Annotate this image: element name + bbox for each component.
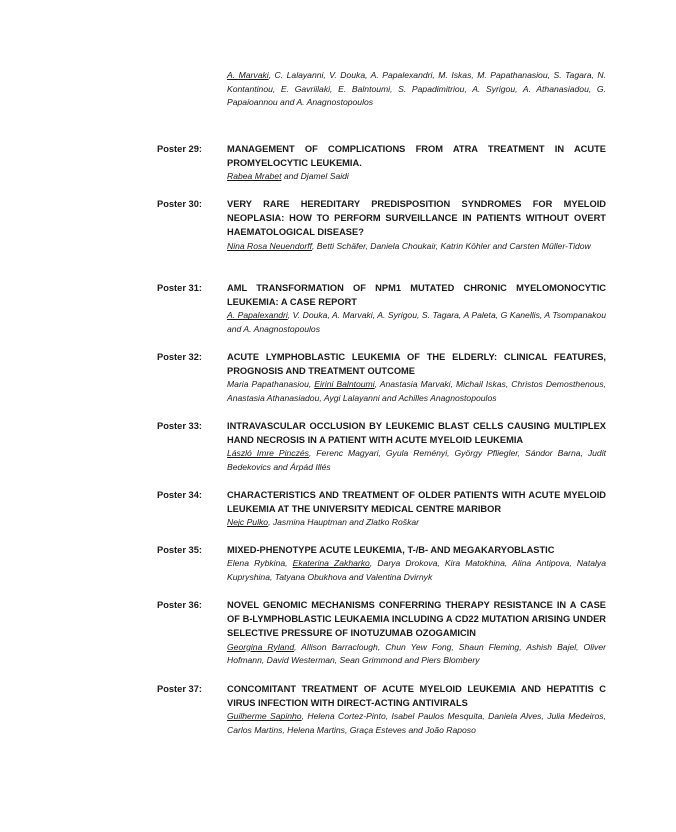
presenting-author: A. Marvaki [227,70,269,80]
presenting-author: A. Papalexandri [227,310,288,321]
poster-title: VERY RARE HEREDITARY PREDISPOSITION SYNDROMES FOR MYELOID NEOPLASIA: HOW TO PERFORM SURVEILLANCE IN PATIENTS WITHOUT OVERT HAEMATOLOGICAL DISEASE? [227,199,606,238]
poster-title: NOVEL GENOMIC MECHANISMS CONFERRING THERAPY RESISTANCE IN A CASE OF B-LYMPHOBLASTIC LEUKAEMIA INCLUDING A CD22 MUTATION ARISING UNDER SELECTIVE PRESSURE OF INOTUZUMAB OZOGAMICIN [227,600,606,639]
poster-number: Poster 30: [157,199,202,209]
authors-before: Maria Papathanasiou, [227,379,315,390]
poster-body [227,488,606,530]
poster-number: Poster 37: [157,684,202,694]
presenting-author: Georgina Ryland [227,641,295,652]
authors-after: and Djamel Saidi [281,171,349,182]
poster-number: Poster 29: [157,144,202,154]
poster-authors [227,378,606,405]
authors-after: , Ferenc Magyari, Gyula Reményi, György Pfliegler, Sándor Barna, Judit Bedekovics and Árpád Illés [227,448,606,473]
poster-title: MIXED-PHENOTYPE ACUTE LEUKEMIA, T-/B- AND MEGAKARYOBLASTIC [227,545,555,555]
poster-title: ACUTE LYMPHOBLASTIC LEUKEMIA OF THE ELDERLY: CLINICAL FEATURES, PROGNOSIS AND TREATMENT OUTCOME [227,352,606,377]
poster-body [227,682,606,738]
presenting-author: Nina Rosa Neuendorff [227,240,313,251]
authors-after: , Darya Drokova, Kira Matokhina, Alina Antipova, Natalya Kupryshina, Tatyana Obukhova and Valentina Dvirnyk [227,558,606,582]
poster-number: Poster 36: [157,600,202,610]
authors-after: , Jasmina Hauptman and Zlatko Roškar [268,517,420,528]
authors-after: , Allison Barraclough, Chun Yew Fong, Shaun Fleming, Ashish Bajel, Oliver Hofmann, David Westerman, Sean Grimmond and Piers Blombery [227,641,606,666]
poster-title: CHARACTERISTICS AND TREATMENT OF OLDER PATIENTS WITH ACUTE MYELOID LEUKEMIA AT THE UNIVERSITY MEDICAL CENTRE MARIBOR [227,490,606,515]
presenting-author: Eirini Balntoumi [314,379,375,390]
poster-body [227,281,606,337]
continued-author-list [227,69,606,110]
poster-title: INTRAVASCULAR OCCLUSION BY LEUKEMIC BLAST CELLS CAUSING MULTIPLEX HAND NECROSIS IN A PATIENT WITH ACUTE MYELOID LEUKEMIA [227,421,606,446]
presenting-author: László Imre Pinczés [227,448,309,459]
presenting-author: Guilherme Sapinho [227,711,302,722]
poster-body [227,543,606,585]
poster-title: CONCOMITANT TREATMENT OF ACUTE MYELOID LEUKEMIA AND HEPATITIS C VIRUS INFECTION WITH DIRECT-ACTING ANTIVIRALS [227,684,606,709]
poster-body [227,419,606,475]
poster-number: Poster 35: [157,545,202,555]
co-authors: , C. Lalayanni, V. Douka, A. Papalexandri, M. Iskas, M. Papathanasiou, S. Tagara, N. Kontantinou, E. Gavriilaki, E. Balntoumi, S. Papadimitriou, A. Syrigou, A. Athanasiadou, G. Papaioannou and A. Anagnostopoulos [227,70,606,108]
poster-authors [227,516,606,530]
poster-authors [227,641,606,668]
poster-body [227,142,606,184]
authors-before: Elena Rybkina, [227,558,293,569]
poster-body [227,197,606,253]
poster-title: MANAGEMENT OF COMPLICATIONS FROM ATRA TREATMENT IN ACUTE PROMYELOCYTIC LEUKEMIA. [227,144,606,169]
authors-after: , Anastasia Marvaki, Michail Iskas, Christos Demosthenous, Anastasia Athanasiadou, Aygi Lalayanni and Achilles Anagnostopoulos [227,379,607,404]
presenting-author: Ekaterina Zakharko [292,558,370,569]
authors-after: , Betti Schäfer, Daniela Choukair, Katrin Köhler and Carsten Müller-Tidow [312,240,591,251]
presenting-author: Nejc Pulko [227,517,269,528]
authors-after: , Helena Cortez-Pinto, Isabel Paulos Mesquita, Daniela Alves, Julia Medeiros, Carlos Martins, Helena Martins, Graça Esteves and João Raposo [227,711,606,736]
poster-title: AML TRANSFORMATION OF NPM1 MUTATED CHRONIC MYELOMONOCYTIC LEUKEMIA: A CASE REPORT [227,283,606,308]
poster-number: Poster 33: [157,421,202,431]
authors-after: , V. Douka, A. Marvaki, A. Syrigou, S. Tagara, A Paleta, G Kanellis, A Tsompanakou and A. Anagnostopoulos [227,310,606,335]
poster-authors [227,170,606,184]
presenting-author: Rabea Mrabet [227,171,282,182]
poster-number: Poster 31: [157,283,202,293]
poster-body [227,350,606,406]
poster-authors [227,447,606,474]
poster-authors [227,557,606,584]
poster-number: Poster 32: [157,352,202,362]
poster-body [227,598,606,668]
poster-authors [227,309,606,336]
poster-number: Poster 34: [157,490,202,500]
poster-authors [227,710,606,737]
poster-authors [227,240,606,254]
